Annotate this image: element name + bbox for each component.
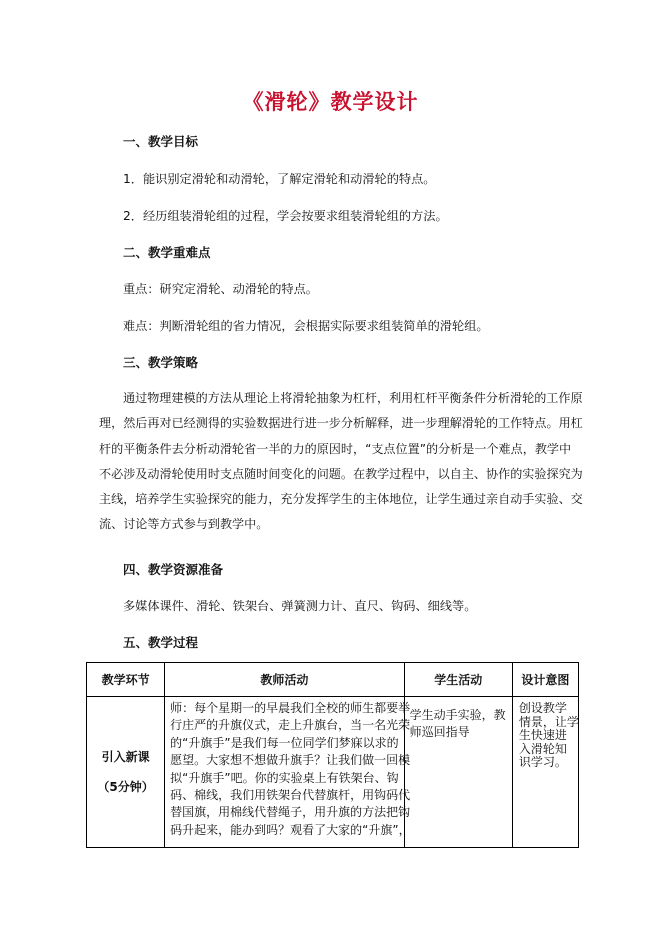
- document-title: 《滑轮》教学设计: [242, 89, 419, 114]
- student-activity-cell: [404, 697, 512, 848]
- teacher-activity-line: 码升起来，能办到吗？观看了大家的“升旗”，: [170, 822, 411, 837]
- teaching-process-table: [86, 662, 579, 848]
- design-intent-line: 生快速进: [518, 728, 567, 742]
- key-point-focus: 重点：研究定滑轮、动滑轮的特点。: [123, 282, 318, 296]
- strategy-line: 通过物理建模的方法从理论上将滑轮抽象为杠杆，利用杠杆平衡条件分析滑轮的工作原: [123, 391, 583, 405]
- strategy-line: 杆的平衡条件去分析动滑轮省一半的力的原因时，“支点位置”的分析是一个难点，教学中: [99, 441, 572, 456]
- table-header-row: [87, 663, 579, 697]
- teacher-activity-cell: [165, 697, 411, 848]
- section-heading-strategy: 三、教学策略: [123, 355, 199, 370]
- strategy-line: 流、讨论等方式参与到教学中。: [99, 517, 269, 532]
- teacher-activity-line: 愿望。大家想不想做升旗手？让我们做一回模: [170, 753, 411, 768]
- section-heading-process: 五、教学过程: [123, 635, 199, 650]
- goal-item-2: 2．经历组装滑轮组的过程，学会按要求组装滑轮组的方法。: [123, 209, 448, 223]
- stage-name: 引入新课: [101, 750, 150, 764]
- stage-cell: [87, 697, 165, 848]
- section-heading-key-points: 二、教学重难点: [123, 245, 211, 260]
- key-point-difficulty: 难点：判断滑轮组的省力情况，会根据实际要求组装简单的滑轮组。: [123, 319, 489, 333]
- table-header-teacher: 教师活动: [165, 663, 404, 697]
- design-intent-line: 创设教学: [518, 701, 567, 715]
- design-intent-cell: [512, 697, 578, 848]
- student-activity-line: 学生动手实验，教: [409, 708, 506, 722]
- design-intent-line: 识学习。: [518, 755, 567, 769]
- student-activity-line: 师巡回指导: [409, 725, 470, 739]
- design-intent-line: 入滑轮知: [518, 741, 567, 756]
- teacher-activity-line: 替国旗，用棉线代替绳子，用升旗的方法把钩: [170, 805, 411, 820]
- strategy-line: 主线，培养学生实验探究的能力，充分发挥学生的主体地位，让学生通过亲自动手实验、交: [99, 492, 583, 507]
- goal-item-1: 1．能识别定滑轮和动滑轮，了解定滑轮和动滑轮的特点。: [123, 172, 436, 186]
- resources-text: 多媒体课件、滑轮、铁架台、弹簧测力计、直尺、钩码、细线等。: [123, 599, 477, 613]
- teacher-activity-line: 行庄严的升旗仪式，走上升旗台，当一名光荣: [170, 718, 411, 733]
- section-heading-goals: 一、教学目标: [123, 134, 199, 149]
- table-header-stage: 教学环节: [87, 663, 165, 697]
- strategy-line: 不必涉及动滑轮使用时支点随时间变化的问题。在教学过程中，以自主、协作的实验探究为: [99, 466, 583, 481]
- design-intent-line: 情景，让学: [518, 714, 579, 729]
- table-row: [87, 697, 579, 848]
- stage-duration: （5分钟）: [97, 780, 154, 794]
- teacher-activity-line: 师：每个星期一的早晨我们全校的师生都要举: [170, 701, 411, 715]
- teacher-activity-line: 的“升旗手”是我们每一位同学们梦寐以求的: [170, 735, 399, 750]
- strategy-paragraph: [99, 386, 583, 538]
- strategy-line: 理，然后再对已经测得的实验数据进行进一步分析解释，进一步理解滑轮的工作特点。用杠: [99, 416, 583, 431]
- teacher-activity-line: 码、棉线，我们用铁架台代替旗杆，用钩码代: [170, 788, 411, 803]
- table-header-intent: 设计意图: [512, 663, 578, 697]
- table-header-student: 学生活动: [404, 663, 512, 697]
- section-heading-resources: 四、教学资源准备: [123, 562, 224, 577]
- teacher-activity-line: 拟“升旗手”吧。你的实验桌上有铁架台、钩: [170, 770, 399, 785]
